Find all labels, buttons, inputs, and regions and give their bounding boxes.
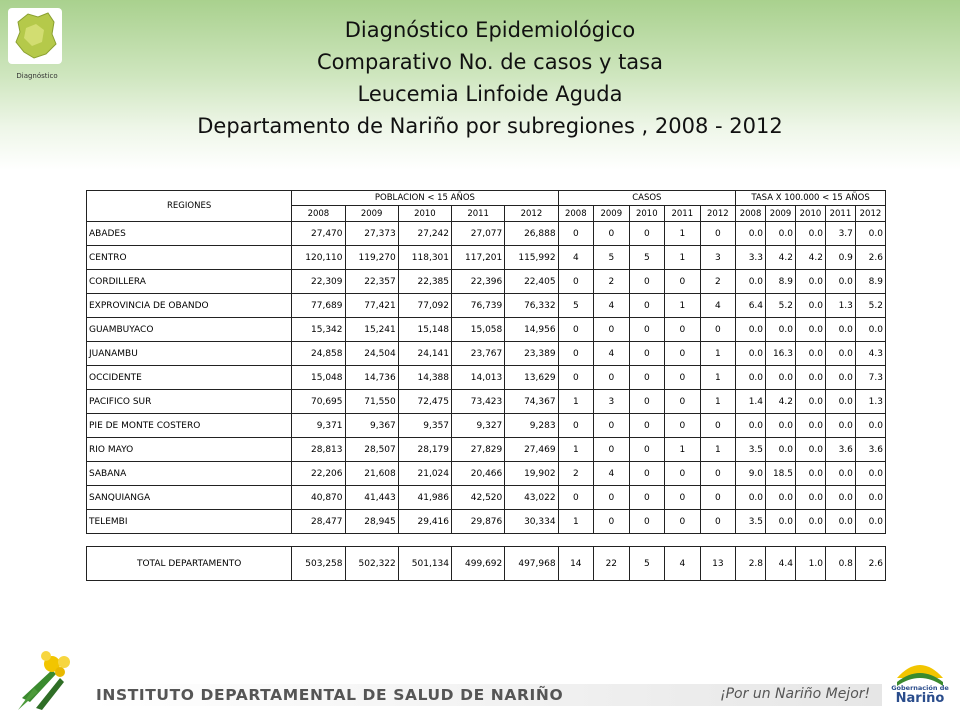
cases-cell: 0 [700,222,736,246]
cases-cell: 5 [558,294,594,318]
rate-cell: 4.2 [766,246,796,270]
population-cell: 9,367 [345,414,398,438]
rate-cell: 0.0 [825,510,855,534]
rate-cell: 0.0 [766,414,796,438]
population-cell: 76,332 [505,294,558,318]
data-table [86,190,886,581]
population-cell: 20,466 [452,462,505,486]
gobernacion-line2: Nariño [895,691,945,706]
rate-cell: 2.8 [736,547,766,581]
rate-cell: 0.0 [825,414,855,438]
cases-cell: 0 [665,390,701,414]
cases-cell: 1 [700,390,736,414]
cases-cell: 1 [665,294,701,318]
rate-year-header: 2011 [825,206,855,222]
cases-cell: 0 [700,462,736,486]
rate-cell: 0.0 [825,342,855,366]
rate-cell: 0.0 [736,486,766,510]
cases-cell: 4 [594,462,630,486]
cases-cell: 0 [594,438,630,462]
table-row [87,510,886,534]
header-rate: TASA X 100.000 < 15 AÑOS [736,191,886,206]
cases-cell: 0 [594,366,630,390]
region-name: CORDILLERA [87,270,292,294]
region-name: PACIFICO SUR [87,390,292,414]
rate-cell: 3.3 [736,246,766,270]
cases-cell: 5 [629,246,665,270]
cases-cell: 1 [700,342,736,366]
rate-cell: 0.0 [766,222,796,246]
cases-cell: 0 [558,318,594,342]
pop-year-header: 2008 [292,206,345,222]
rate-cell: 0.0 [795,318,825,342]
region-name: GUAMBUYACO [87,318,292,342]
population-cell: 13,629 [505,366,558,390]
cases-cell: 5 [629,547,665,581]
population-cell: 120,110 [292,246,345,270]
rate-cell: 16.3 [766,342,796,366]
population-cell: 27,469 [505,438,558,462]
cases-cell: 0 [700,318,736,342]
rate-cell: 0.0 [766,510,796,534]
rate-cell: 0.0 [766,486,796,510]
cases-cell: 0 [665,366,701,390]
cases-cell: 2 [700,270,736,294]
cases-cell: 1 [665,438,701,462]
cases-cell: 0 [629,510,665,534]
total-label: TOTAL DEPARTAMENTO [87,547,292,581]
cases-cell: 1 [665,222,701,246]
cases-cell: 0 [594,510,630,534]
region-name: ABADES [87,222,292,246]
region-name: SABANA [87,462,292,486]
population-cell: 499,692 [452,547,505,581]
cases-cell: 3 [594,390,630,414]
table-row [87,246,886,270]
table-row [87,294,886,318]
region-name: JUANAMBU [87,342,292,366]
cases-cell: 0 [665,270,701,294]
cases-cell: 0 [558,366,594,390]
rate-cell: 0.0 [736,318,766,342]
institute-name: INSTITUTO DEPARTAMENTAL DE SALUD DE NARIÑO [96,686,564,704]
pop-year-header: 2010 [398,206,451,222]
population-cell: 9,327 [452,414,505,438]
cases-cell: 0 [558,270,594,294]
population-cell: 23,767 [452,342,505,366]
cases-cell: 0 [665,462,701,486]
rate-cell: 1.3 [825,294,855,318]
population-cell: 77,421 [345,294,398,318]
population-cell: 21,024 [398,462,451,486]
region-name: OCCIDENTE [87,366,292,390]
cases-cell: 0 [665,486,701,510]
table-row [87,366,886,390]
population-cell: 22,309 [292,270,345,294]
population-cell: 28,477 [292,510,345,534]
cases-cell: 0 [558,342,594,366]
region-name: SANQUIANGA [87,486,292,510]
rate-cell: 4.4 [766,547,796,581]
population-cell: 72,475 [398,390,451,414]
rate-cell: 0.0 [825,462,855,486]
population-cell: 23,389 [505,342,558,366]
population-cell: 14,956 [505,318,558,342]
cases-cell: 0 [629,414,665,438]
rate-cell: 0.0 [795,438,825,462]
spacer-cell [87,534,886,547]
population-cell: 24,504 [345,342,398,366]
population-cell: 22,405 [505,270,558,294]
cases-cell: 0 [629,366,665,390]
rate-cell: 0.0 [795,414,825,438]
case-year-header: 2009 [594,206,630,222]
population-cell: 14,013 [452,366,505,390]
population-cell: 9,357 [398,414,451,438]
rate-cell: 2.6 [855,547,885,581]
region-name: PIE DE MONTE COSTERO [87,414,292,438]
population-cell: 15,342 [292,318,345,342]
region-name: RIO MAYO [87,438,292,462]
table-row [87,486,886,510]
cases-cell: 13 [700,547,736,581]
rate-cell: 0.0 [736,270,766,294]
cases-cell: 1 [665,246,701,270]
rate-cell: 0.0 [855,486,885,510]
population-cell: 27,242 [398,222,451,246]
rate-cell: 3.5 [736,438,766,462]
rate-cell: 0.0 [825,270,855,294]
population-cell: 14,388 [398,366,451,390]
table-row [87,342,886,366]
population-cell: 15,058 [452,318,505,342]
population-cell: 42,520 [452,486,505,510]
rate-cell: 5.2 [766,294,796,318]
cases-cell: 3 [700,246,736,270]
cases-cell: 0 [629,222,665,246]
population-cell: 118,301 [398,246,451,270]
region-name: EXPROVINCIA DE OBANDO [87,294,292,318]
rate-cell: 0.0 [825,318,855,342]
cases-cell: 0 [594,318,630,342]
rate-cell: 3.5 [736,510,766,534]
population-cell: 15,148 [398,318,451,342]
table-body [87,222,886,581]
region-name: TELEMBI [87,510,292,534]
table-row [87,270,886,294]
population-cell: 43,022 [505,486,558,510]
rate-cell: 6.4 [736,294,766,318]
footer [0,640,960,720]
cases-cell: 1 [700,366,736,390]
population-cell: 29,876 [452,510,505,534]
case-year-header: 2010 [629,206,665,222]
population-cell: 497,968 [505,547,558,581]
rate-cell: 5.2 [855,294,885,318]
rate-cell: 0.0 [795,486,825,510]
cases-cell: 14 [558,547,594,581]
cases-cell: 0 [629,462,665,486]
rate-cell: 0.0 [855,462,885,486]
rate-cell: 1.4 [736,390,766,414]
population-cell: 77,092 [398,294,451,318]
population-cell: 9,283 [505,414,558,438]
cases-cell: 0 [700,414,736,438]
rate-cell: 0.8 [825,547,855,581]
population-cell: 40,870 [292,486,345,510]
cases-cell: 0 [629,270,665,294]
map-icon [8,8,62,64]
rate-cell: 8.9 [855,270,885,294]
population-cell: 24,858 [292,342,345,366]
population-cell: 76,739 [452,294,505,318]
cases-cell: 4 [558,246,594,270]
institute-flower-logo [12,648,90,714]
rate-cell: 0.0 [825,486,855,510]
rate-cell: 0.0 [795,294,825,318]
rate-cell: 0.0 [736,414,766,438]
population-cell: 28,507 [345,438,398,462]
rate-cell: 1.0 [795,547,825,581]
cases-cell: 0 [665,414,701,438]
rate-cell: 0.0 [766,366,796,390]
population-cell: 73,423 [452,390,505,414]
cases-cell: 0 [665,510,701,534]
rate-cell: 9.0 [736,462,766,486]
rate-year-header: 2010 [795,206,825,222]
cases-cell: 0 [594,486,630,510]
header-cases: CASOS [558,191,736,206]
rate-cell: 3.6 [855,438,885,462]
population-cell: 22,396 [452,270,505,294]
population-cell: 24,141 [398,342,451,366]
rate-cell: 3.7 [825,222,855,246]
cases-cell: 0 [629,390,665,414]
population-cell: 71,550 [345,390,398,414]
population-cell: 117,201 [452,246,505,270]
cases-cell: 1 [558,390,594,414]
rate-year-header: 2008 [736,206,766,222]
case-year-header: 2011 [665,206,701,222]
cases-cell: 0 [558,414,594,438]
population-cell: 9,371 [292,414,345,438]
cases-cell: 0 [594,414,630,438]
cases-cell: 5 [594,246,630,270]
cases-cell: 0 [665,342,701,366]
cases-cell: 4 [594,294,630,318]
cases-cell: 0 [629,486,665,510]
population-cell: 41,986 [398,486,451,510]
rate-cell: 0.0 [855,222,885,246]
population-cell: 77,689 [292,294,345,318]
rate-cell: 4.2 [795,246,825,270]
rate-cell: 3.6 [825,438,855,462]
cases-cell: 0 [700,486,736,510]
header-regions: REGIONES [87,191,292,222]
population-cell: 28,813 [292,438,345,462]
population-cell: 27,470 [292,222,345,246]
title-line: Comparativo No. de casos y tasa [317,50,663,74]
pop-year-header: 2009 [345,206,398,222]
cases-cell: 22 [594,547,630,581]
cases-cell: 0 [665,318,701,342]
spacer-row [87,534,886,547]
rate-cell: 0.0 [855,414,885,438]
table-row [87,462,886,486]
rate-cell: 4.2 [766,390,796,414]
population-cell: 22,206 [292,462,345,486]
cases-cell: 0 [629,438,665,462]
page-title [90,14,890,142]
rate-cell: 4.3 [855,342,885,366]
cases-cell: 4 [700,294,736,318]
rate-cell: 0.0 [825,366,855,390]
rate-cell: 0.0 [795,510,825,534]
population-cell: 15,241 [345,318,398,342]
population-cell: 22,385 [398,270,451,294]
region-name: CENTRO [87,246,292,270]
population-cell: 29,416 [398,510,451,534]
table-row [87,414,886,438]
rate-cell: 1.3 [855,390,885,414]
population-cell: 41,443 [345,486,398,510]
table-row [87,222,886,246]
rate-cell: 7.3 [855,366,885,390]
total-row [87,547,886,581]
rate-cell: 0.0 [766,318,796,342]
header-population: POBLACION < 15 AÑOS [292,191,558,206]
rate-cell: 0.0 [855,510,885,534]
table-row [87,390,886,414]
table-row [87,318,886,342]
population-cell: 74,367 [505,390,558,414]
population-cell: 501,134 [398,547,451,581]
rate-cell: 0.0 [795,270,825,294]
cases-cell: 1 [558,510,594,534]
cases-cell: 0 [629,342,665,366]
population-cell: 30,334 [505,510,558,534]
population-cell: 28,945 [345,510,398,534]
rate-cell: 0.0 [736,222,766,246]
rate-year-header: 2012 [855,206,885,222]
gobernacion-line1: Gobernación de [891,684,949,692]
pop-year-header: 2012 [505,206,558,222]
rate-year-header: 2009 [766,206,796,222]
cases-cell: 0 [629,294,665,318]
rate-cell: 0.0 [825,390,855,414]
case-year-header: 2012 [700,206,736,222]
cases-cell: 1 [558,438,594,462]
logo-caption: Diagnóstico [16,72,58,80]
population-cell: 503,258 [292,547,345,581]
population-cell: 19,902 [505,462,558,486]
population-cell: 502,322 [345,547,398,581]
rate-cell: 0.0 [795,222,825,246]
population-cell: 21,608 [345,462,398,486]
cases-cell: 0 [700,510,736,534]
rate-cell: 0.0 [795,366,825,390]
population-cell: 115,992 [505,246,558,270]
population-cell: 28,179 [398,438,451,462]
cases-cell: 4 [594,342,630,366]
cases-cell: 0 [594,222,630,246]
cases-cell: 4 [665,547,701,581]
cases-cell: 2 [558,462,594,486]
population-cell: 27,829 [452,438,505,462]
population-cell: 22,357 [345,270,398,294]
title-line: Diagnóstico Epidemiológico [344,18,636,42]
cases-cell: 0 [629,318,665,342]
case-year-header: 2008 [558,206,594,222]
table-row [87,438,886,462]
population-cell: 15,048 [292,366,345,390]
rate-cell: 18.5 [766,462,796,486]
department-logo [8,8,62,64]
population-cell: 27,373 [345,222,398,246]
rate-cell: 0.9 [825,246,855,270]
cases-cell: 0 [558,486,594,510]
cases-cell: 0 [558,222,594,246]
cases-cell: 2 [594,270,630,294]
population-cell: 14,736 [345,366,398,390]
cases-cell: 1 [700,438,736,462]
rate-cell: 0.0 [766,438,796,462]
population-cell: 70,695 [292,390,345,414]
rate-cell: 8.9 [766,270,796,294]
title-line: Departamento de Nariño por subregiones , 2008 - 2012 [197,114,783,138]
gobernacion-text [884,684,956,706]
population-cell: 26,888 [505,222,558,246]
rate-cell: 0.0 [855,318,885,342]
population-cell: 119,270 [345,246,398,270]
rate-cell: 2.6 [855,246,885,270]
slogan: ¡Por un Nariño Mejor! [720,686,871,702]
rate-cell: 0.0 [736,366,766,390]
population-cell: 27,077 [452,222,505,246]
title-line: Leucemia Linfoide Aguda [357,82,623,106]
pop-year-header: 2011 [452,206,505,222]
rate-cell: 0.0 [736,342,766,366]
rate-cell: 0.0 [795,390,825,414]
rate-cell: 0.0 [795,342,825,366]
rate-cell: 0.0 [795,462,825,486]
